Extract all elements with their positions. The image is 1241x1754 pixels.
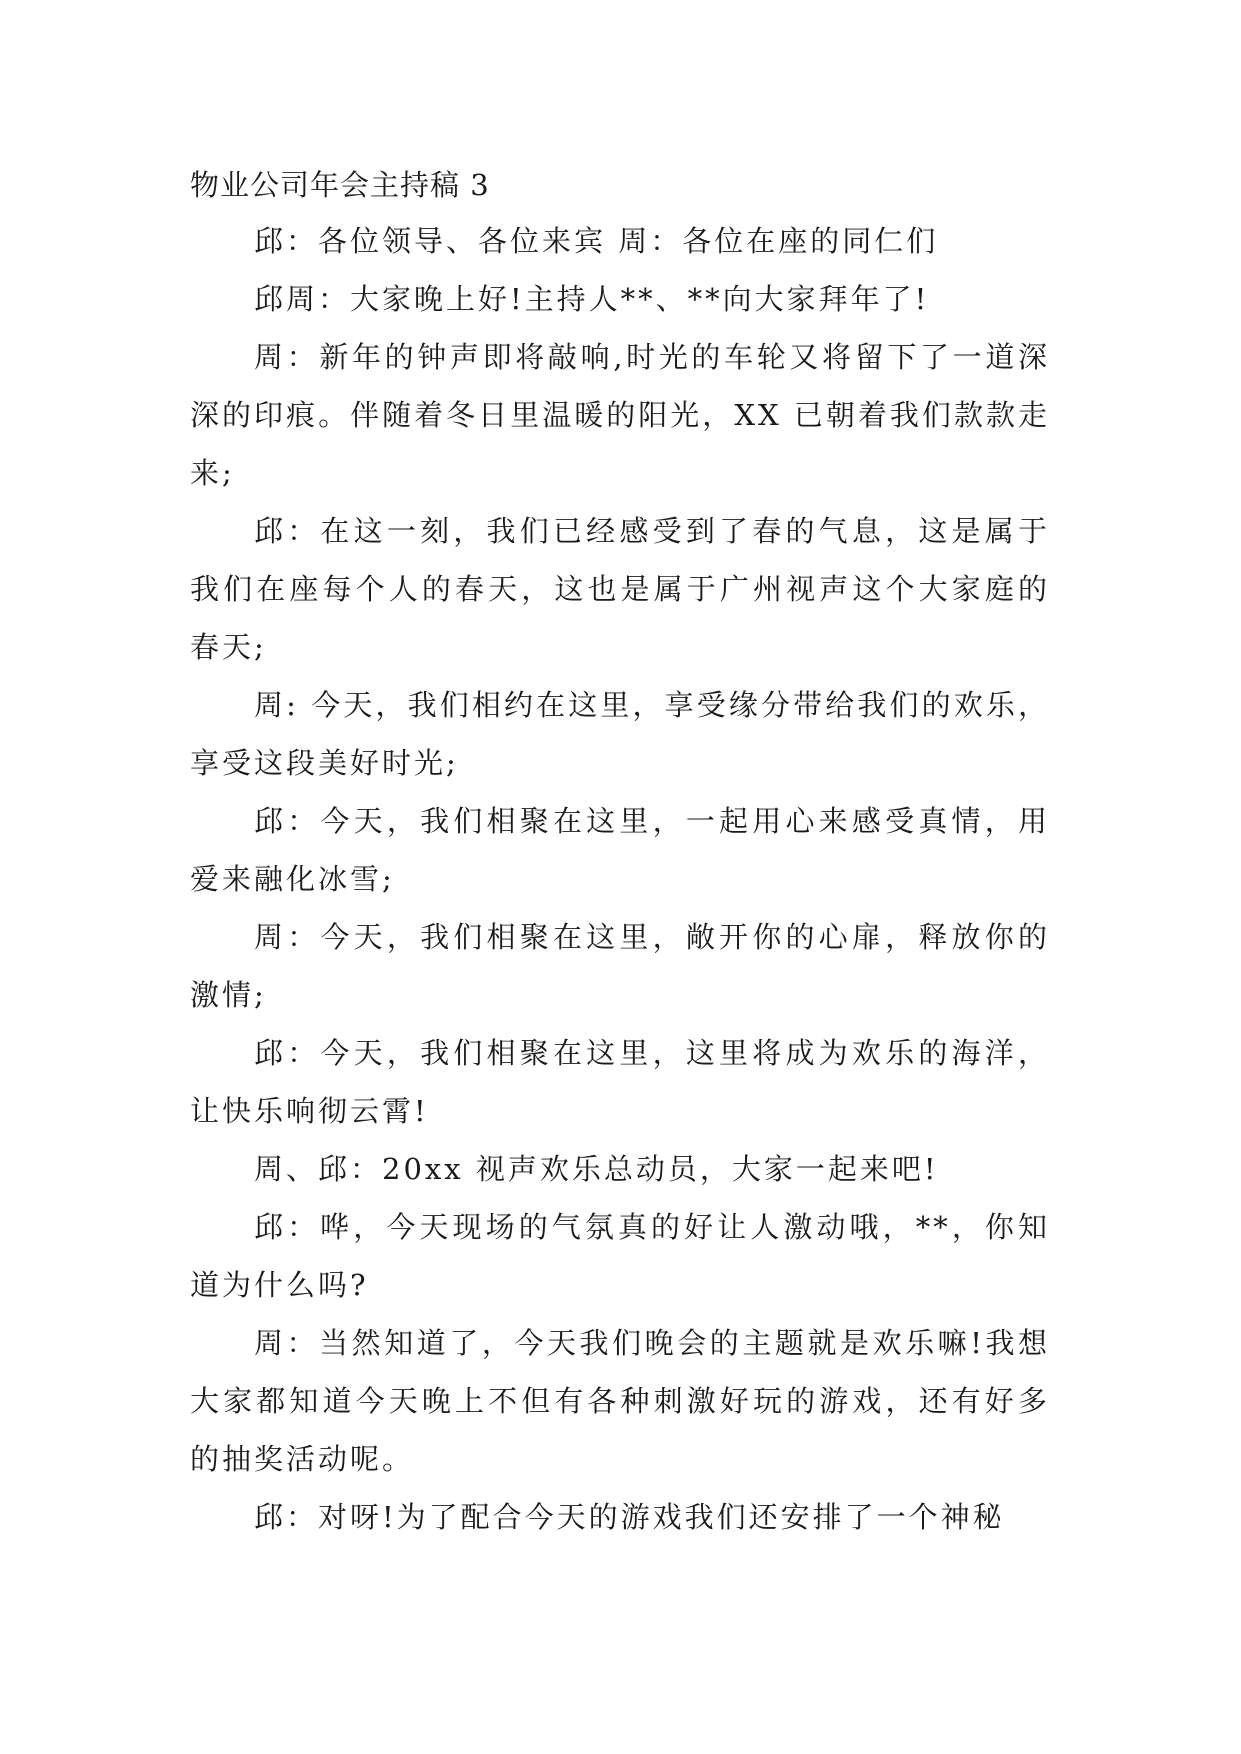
paragraph: 邱：今天，我们相聚在这里，这里将成为欢乐的海洋，让快乐响彻云霄!	[190, 1036, 1050, 1128]
paragraph: 周：新年的钟声即将敲响,时光的车轮又将留下了一道深深的印痕。伴随着冬日里温暖的阳光，XX 已朝着我们款款走来;	[190, 340, 1050, 490]
paragraph: 周、邱：20xx 视声欢乐总动员，大家一起来吧!	[254, 1152, 939, 1186]
paragraph: 周：今天，我们相聚在这里，敞开你的心扉，释放你的激情;	[190, 920, 1050, 1012]
paragraph: 邱周：大家晚上好!主持人**、**向大家拜年了!	[254, 282, 930, 316]
paragraph: 周: 今天，我们相约在这里，享受缘分带给我们的欢乐，享受这段美好时光;	[190, 688, 1050, 780]
paragraph: 邱：对呀!为了配合今天的游戏我们还安排了一个神秘	[254, 1500, 1005, 1534]
paragraph: 周：当然知道了，今天我们晚会的主题就是欢乐嘛!我想大家都知道今天晚上不但有各种刺激好玩的游戏，还有好多的抽奖活动呢。	[190, 1326, 1050, 1476]
document-title: 物业公司年会主持稿 3	[190, 168, 490, 202]
paragraph: 邱：今天，我们相聚在这里，一起用心来感受真情，用爱来融化冰雪;	[190, 804, 1050, 896]
paragraph: 邱：各位领导、各位来宾 周：各位在座的同仁们	[254, 224, 939, 258]
paragraph: 邱：哗，今天现场的气氛真的好让人激动哦，**，你知道为什么吗?	[190, 1210, 1050, 1302]
document-body	[190, 160, 1050, 1546]
paragraph: 邱：在这一刻，我们已经感受到了春的气息，这是属于我们在座每个人的春天，这也是属于广州视声这个大家庭的春天;	[190, 514, 1050, 664]
